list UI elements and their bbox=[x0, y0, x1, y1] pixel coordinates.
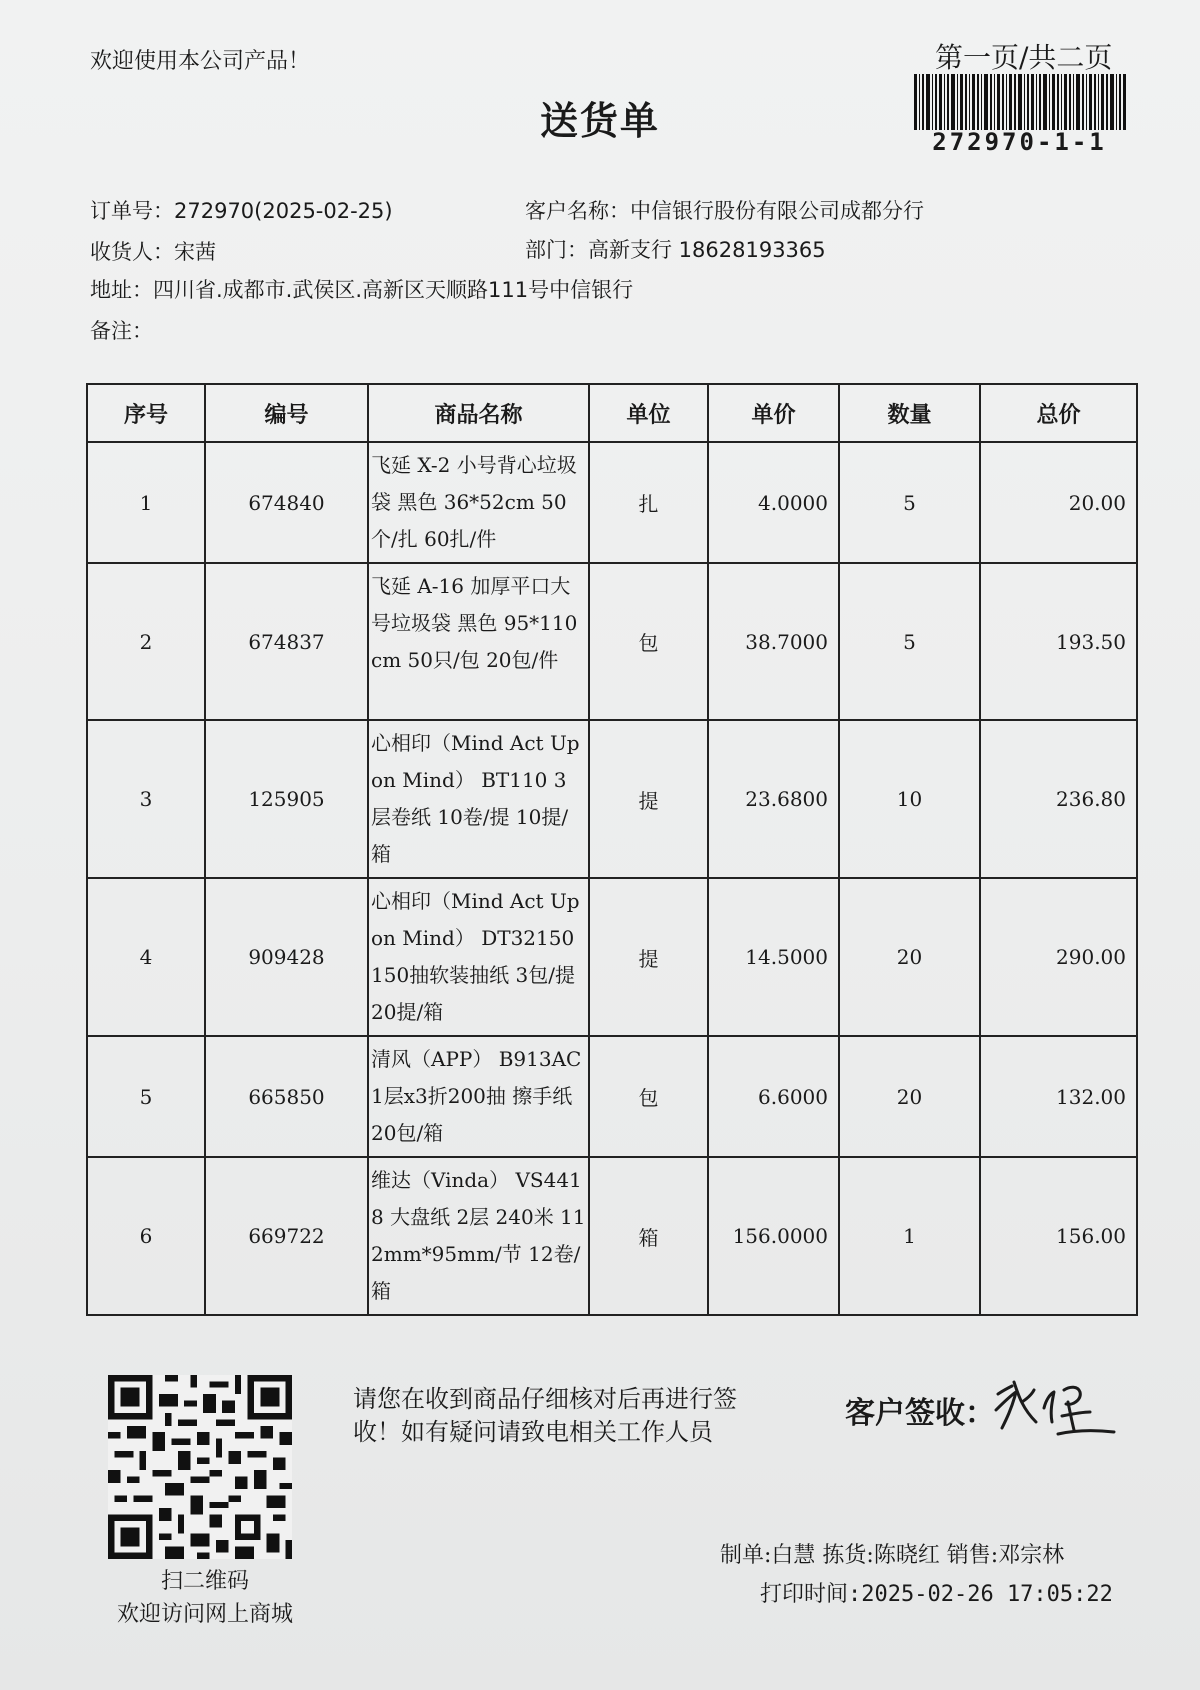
cell-code: 665850 bbox=[205, 1036, 368, 1157]
cell-qty: 20 bbox=[839, 1036, 980, 1157]
department-row bbox=[525, 234, 826, 264]
cell-name: 心相印（Mind Act Upon Mind） DT32150 150抽软装抽纸 3包/提 20提/箱 bbox=[368, 878, 589, 1036]
print-time: 打印时间:2025-02-26 17:05:22 bbox=[760, 1582, 1113, 1607]
table-header-row bbox=[87, 384, 1137, 442]
table-row bbox=[87, 442, 1137, 563]
table-row bbox=[87, 720, 1137, 878]
order-number-value: 272970(2025-02-25) bbox=[174, 199, 393, 223]
cell-seq: 5 bbox=[87, 1036, 205, 1157]
cell-total: 290.00 bbox=[980, 878, 1137, 1036]
cell-price: 4.0000 bbox=[708, 442, 839, 563]
cell-code: 674840 bbox=[205, 442, 368, 563]
qr-caption-line2: 欢迎访问网上商城 bbox=[116, 1602, 293, 1627]
cell-unit: 提 bbox=[589, 878, 708, 1036]
cell-qty: 1 bbox=[839, 1157, 980, 1315]
customer-row bbox=[525, 195, 924, 225]
cell-total: 156.00 bbox=[980, 1157, 1137, 1315]
customer-sign-label: 客户签收： bbox=[845, 1396, 995, 1431]
cell-seq: 4 bbox=[87, 878, 205, 1036]
cell-price: 156.0000 bbox=[708, 1157, 839, 1315]
address-label: 地址： bbox=[90, 278, 153, 302]
qr-caption bbox=[80, 1565, 330, 1631]
cell-unit: 扎 bbox=[589, 442, 708, 563]
cell-code: 669722 bbox=[205, 1157, 368, 1315]
department-value: 高新支行 18628193365 bbox=[588, 238, 826, 262]
items-table bbox=[86, 383, 1138, 1316]
cell-total: 193.50 bbox=[980, 563, 1137, 720]
cell-unit: 包 bbox=[589, 563, 708, 720]
cell-name: 心相印（Mind Act Upon Mind） BT110 3层卷纸 10卷/提 10提/箱 bbox=[368, 720, 589, 878]
cell-price: 6.6000 bbox=[708, 1036, 839, 1157]
col-header-total: 总价 bbox=[980, 384, 1137, 442]
greeting-text: 欢迎使用本公司产品！ bbox=[90, 49, 311, 74]
cell-code: 674837 bbox=[205, 563, 368, 720]
page-indicator: 第一页/共二页 bbox=[935, 41, 1113, 74]
cell-name: 飞延 X-2 小号背心垃圾袋 黑色 36*52cm 50个/扎 60扎/件 bbox=[368, 442, 589, 563]
cell-name: 维达（Vinda） VS4418 大盘纸 2层 240米 112mm*95mm/节 12卷/箱 bbox=[368, 1157, 589, 1315]
table-row bbox=[87, 563, 1137, 720]
cell-unit: 提 bbox=[589, 720, 708, 878]
cell-total: 20.00 bbox=[980, 442, 1137, 563]
address-value: 四川省.成都市.武侯区.高新区天顺路111号中信银行 bbox=[153, 278, 634, 302]
cell-qty: 10 bbox=[839, 720, 980, 878]
col-header-name: 商品名称 bbox=[368, 384, 589, 442]
remark-label: 备注： bbox=[90, 319, 153, 343]
receipt-notice: 请您在收到商品仔细核对后再进行签收！如有疑问请致电相关工作人员 bbox=[353, 1385, 737, 1446]
cell-total: 236.80 bbox=[980, 720, 1137, 878]
table-row bbox=[87, 878, 1137, 1036]
cell-code: 909428 bbox=[205, 878, 368, 1036]
remark-row bbox=[90, 315, 153, 345]
order-number-label: 订单号： bbox=[90, 199, 174, 223]
table-row bbox=[87, 1157, 1137, 1315]
cell-price: 23.6800 bbox=[708, 720, 839, 878]
order-number-row bbox=[90, 195, 393, 225]
customer-value: 中信银行股份有限公司成都分行 bbox=[630, 199, 924, 223]
cell-unit: 包 bbox=[589, 1036, 708, 1157]
cell-seq: 6 bbox=[87, 1157, 205, 1315]
page-title: 送货单 bbox=[539, 99, 660, 143]
department-label: 部门： bbox=[525, 238, 588, 262]
address-row bbox=[90, 274, 633, 304]
table-row bbox=[87, 1036, 1137, 1157]
col-header-code: 编号 bbox=[205, 384, 368, 442]
col-header-unit: 单位 bbox=[589, 384, 708, 442]
barcode bbox=[912, 74, 1127, 130]
cell-seq: 1 bbox=[87, 442, 205, 563]
cell-name: 清风（APP） B913AC 1层x3折200抽 擦手纸 20包/箱 bbox=[368, 1036, 589, 1157]
col-header-seq: 序号 bbox=[87, 384, 205, 442]
staff-info: 制单:白慧 拣货:陈晓红 销售:邓宗林 bbox=[720, 1543, 1065, 1568]
cell-total: 132.00 bbox=[980, 1036, 1137, 1157]
cell-seq: 2 bbox=[87, 563, 205, 720]
cell-price: 14.5000 bbox=[708, 878, 839, 1036]
cell-code: 125905 bbox=[205, 720, 368, 878]
cell-seq: 3 bbox=[87, 720, 205, 878]
cell-qty: 5 bbox=[839, 442, 980, 563]
qr-code bbox=[108, 1375, 292, 1559]
receiver-row bbox=[90, 236, 216, 266]
cell-qty: 5 bbox=[839, 563, 980, 720]
customer-label: 客户名称： bbox=[525, 199, 630, 223]
col-header-price: 单价 bbox=[708, 384, 839, 442]
cell-qty: 20 bbox=[839, 878, 980, 1036]
cell-price: 38.7000 bbox=[708, 563, 839, 720]
barcode-number: 272970-1-1 bbox=[932, 128, 1107, 156]
col-header-qty: 数量 bbox=[839, 384, 980, 442]
receiver-value: 宋茜 bbox=[174, 240, 216, 264]
receiver-label: 收货人： bbox=[90, 240, 174, 264]
qr-caption-line1: 扫二维码 bbox=[160, 1569, 249, 1594]
handwritten-signature bbox=[992, 1372, 1117, 1442]
cell-unit: 箱 bbox=[589, 1157, 708, 1315]
cell-name: 飞延 A-16 加厚平口大号垃圾袋 黑色 95*110cm 50只/包 20包/件 bbox=[368, 563, 589, 720]
